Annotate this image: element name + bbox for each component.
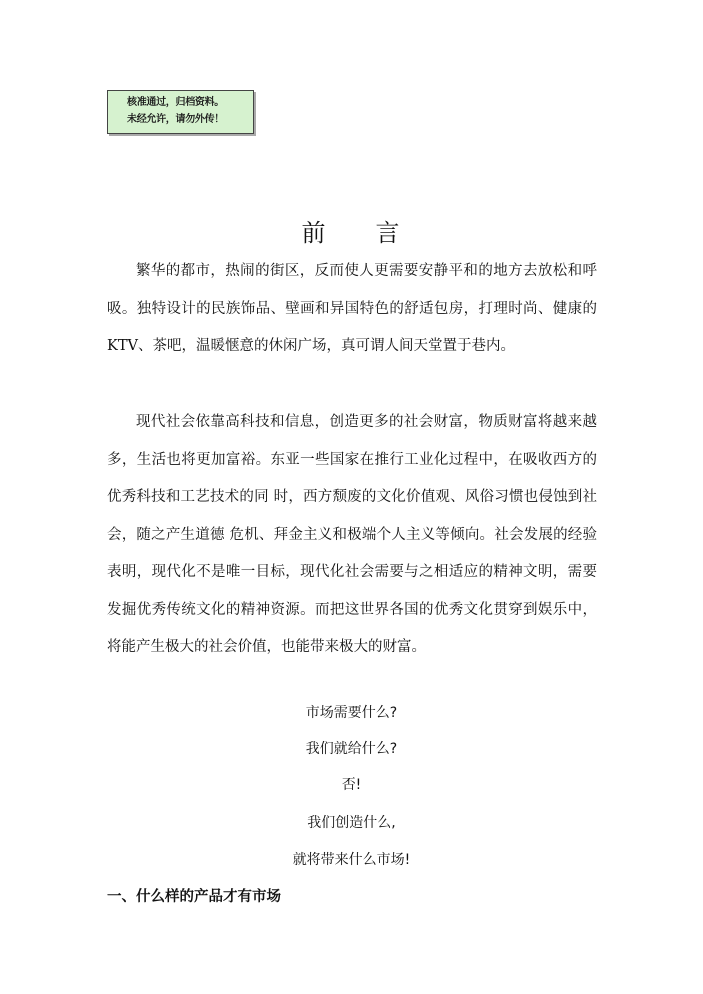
title-char-2: 言	[375, 219, 402, 247]
slogan-line: 就将带来什么市场!	[292, 852, 411, 868]
section-heading: 一、什么样的产品才有市场	[107, 889, 281, 905]
title-char-1: 前	[301, 219, 328, 247]
slogan-line: 我们创造什么,	[307, 815, 396, 831]
approval-stamp	[107, 90, 254, 134]
slogan-line: 否!	[341, 777, 362, 793]
page-title	[0, 213, 703, 248]
slogan-line: 我们就给什么?	[305, 741, 398, 757]
stamp-line-1: 核准通过，归档资料。	[127, 97, 224, 108]
paragraph-intro: 繁华的都市，热闹的街区，反而使人更需要安静平和的地方去放松和呼吸。独特设计的民族饰品、壁画和异国特色的舒适包房，打理时尚、健康的KTV、茶吧，温暖惬意的休闲广场，真可谓人间天堂置于巷内。	[107, 263, 597, 354]
slogan-line: 市场需要什么?	[305, 705, 398, 721]
paragraph-society: 现代社会依靠高科技和信息，创造更多的社会财富，物质财富将越来越多，生活也将更加富裕。东亚一些国家在推行工业化过程中，在吸收西方的优秀科技和工艺技术的同 时，西方颓废的文化价值观、风俗习惯也侵蚀到社会，随之产生道德 危机、拜金主义和极端个人主义等倾向。社会发展的经验表明，现代化不是唯一目标，现代化社会需要与之相适应的精神文明，需要发掘优秀传统文化的精神资源。而把这世界各国的优秀文化贯穿到娱乐中，将能产生极大的社会价值，也能带来极大的财富。	[107, 414, 597, 655]
stamp-line-2: 未经允许，请勿外传！	[127, 114, 224, 125]
